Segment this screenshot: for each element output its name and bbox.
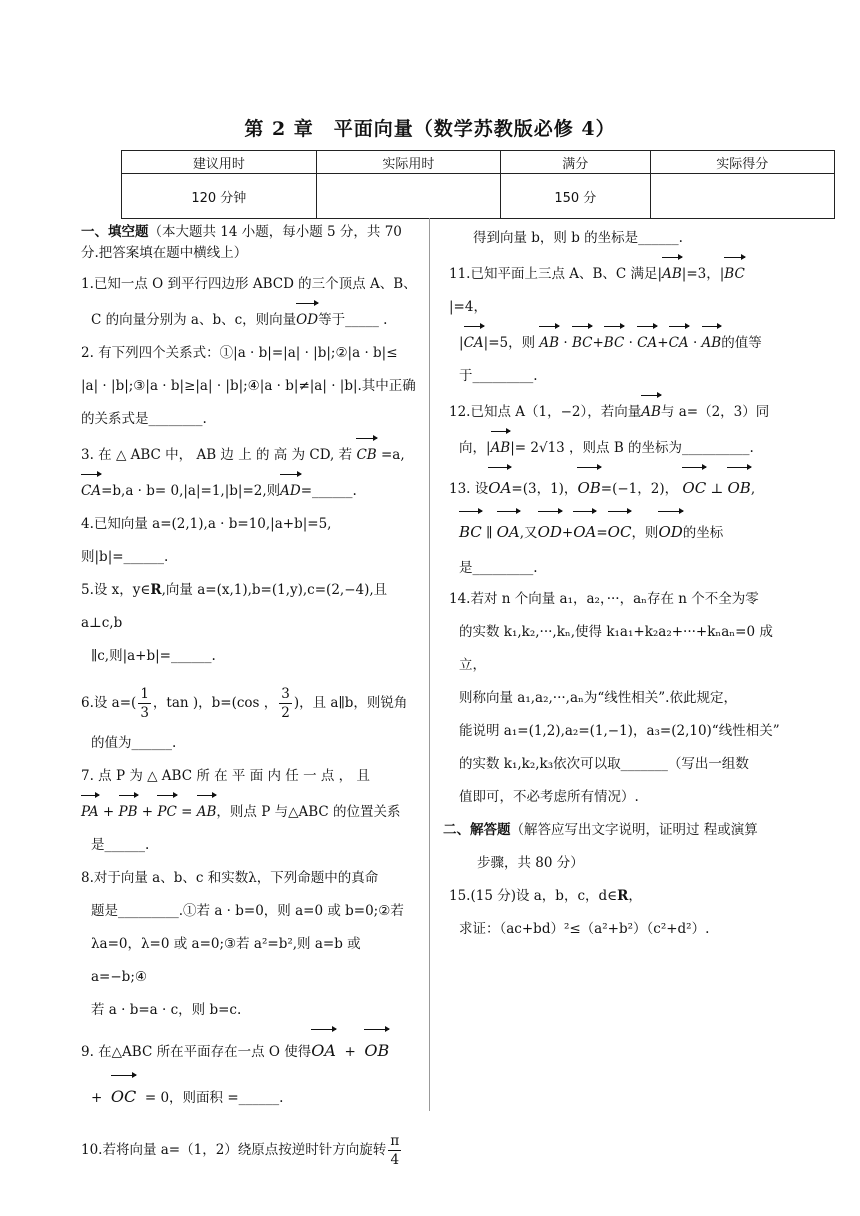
- q7-line3: 是______.: [91, 837, 150, 853]
- q1-text: C 的向量分别为 a、b、c，则向量: [91, 312, 297, 328]
- q1-text-end: 等于_____ .: [318, 312, 388, 328]
- q13-parallel: ∥: [486, 525, 493, 541]
- vector-oc: OC: [111, 1073, 136, 1118]
- q13-text2: =(3，1)，: [511, 481, 578, 497]
- vector-pb: PB: [119, 793, 138, 829]
- vector-ab: AB: [641, 393, 661, 429]
- q11-line1: [449, 255, 782, 324]
- vector-oa: OA: [497, 509, 520, 552]
- question-11: [449, 255, 782, 393]
- section2-line1: [443, 814, 782, 847]
- q7-line2: PA + PB + PC = AB，则点 P 与△ABC 的位置关系: [81, 793, 417, 829]
- frac-den: 4: [390, 1152, 400, 1168]
- q3-line1: [81, 436, 417, 472]
- section1-note: （本大题共 14 小题，每小题 5 分，共 70 分.把答案填在题中横线上）: [81, 224, 402, 261]
- vector-od: OD: [658, 509, 682, 552]
- question-15: [449, 880, 782, 946]
- q2-line2: |a| · |b|;③|a · b|≥|a| · |b|;④|a · b|≠|a| · |b|.其中正确: [81, 378, 416, 394]
- question-7: [81, 760, 417, 862]
- section2-note2: 步骤，共 80 分）: [477, 855, 584, 871]
- table-cell: [316, 174, 500, 219]
- q5-text2: ,向量 a=(x,1),b=(1,y),c=(2,−4),且 a⊥c,b: [81, 582, 388, 631]
- frac-num: 3: [281, 686, 290, 702]
- question-8: [81, 862, 417, 1027]
- q6-text2: ，tan )，b=(cos ，: [152, 695, 278, 711]
- frac-num: 1: [140, 686, 149, 702]
- vector-bc: BC: [459, 509, 482, 552]
- question-2: [81, 337, 417, 436]
- vector-cb: CB: [356, 436, 376, 472]
- q13-text3: =(−1，2)，: [600, 481, 679, 497]
- vector-pc: PC: [157, 793, 176, 829]
- score-table: [121, 150, 835, 219]
- vector-ob: OB: [364, 1027, 389, 1072]
- frac-den: 2: [281, 705, 290, 721]
- table-cell: 120 分钟: [122, 174, 317, 219]
- vector-bc: BC: [724, 255, 745, 291]
- q3-text2: =a,: [376, 447, 405, 463]
- vector-oa: OA: [488, 465, 511, 508]
- section2-heading: 二、解答题: [443, 822, 511, 838]
- table-header: 满分: [501, 151, 650, 174]
- q15-line2: 求证：（ac+bd）²≤（a²+b²）（c²+d²）.: [459, 921, 710, 937]
- q14-line5: 的实数 k₁,k₂,k₃依次可以取_______（写出一组数: [459, 756, 749, 772]
- q13-text5: ，则: [631, 525, 659, 541]
- q9-line1: 9. 在△ABC 所在平面存在一点 O 使得OA + OB: [81, 1027, 417, 1073]
- q3-text3: =b,a · b= 0,|a|=1,|b|=2,则: [101, 483, 281, 499]
- vector-ab: AB: [662, 255, 682, 291]
- question-13: [449, 465, 782, 583]
- q11-text5: |=5，则: [483, 335, 536, 351]
- vector-od: OD: [296, 301, 318, 337]
- q11-text2: |=3，|: [681, 266, 725, 282]
- q6-line1: [81, 679, 417, 727]
- question-9: [81, 1027, 417, 1119]
- vector-ca: CA: [81, 472, 101, 508]
- question-10: [81, 1127, 417, 1173]
- q14-line3: 则称向量 a₁,a₂,···,aₙ为“线性相关”.依此规定，: [459, 690, 737, 706]
- table-cell: [650, 174, 834, 219]
- q5-line1: [81, 574, 417, 640]
- question-1: [81, 268, 417, 337]
- q15-line1: [449, 880, 782, 913]
- q11-text6: 的值等: [721, 335, 762, 351]
- q2-line3: 的关系式是________.: [81, 411, 207, 427]
- q13-line3: 是_________.: [459, 560, 538, 576]
- vector-bc: BC: [572, 324, 593, 360]
- q15-text: 15.(15 分)设 a，b，c，d∈: [449, 888, 618, 904]
- vector-od: OD: [538, 509, 562, 552]
- vector-oa: OA: [311, 1027, 336, 1072]
- table-header: 建议用时: [122, 151, 317, 174]
- q14-line1: 14.若对 n 个向量 a₁，a₂，···，aₙ存在 n 个不全为零: [449, 591, 759, 607]
- section2-header: [443, 814, 782, 880]
- frac-den: 3: [140, 705, 149, 721]
- q12-text4: |= 2√13 ，则点 B 的坐标为__________.: [510, 440, 754, 456]
- q8-line4: 若 a · b=a · c，则 b=c.: [91, 1002, 242, 1018]
- q5-text: 5.设 x，y∈: [81, 582, 151, 598]
- q11-text4: |: [459, 335, 464, 351]
- q13-text6: 的坐标: [682, 525, 724, 541]
- q11-line3: 于_________.: [459, 368, 538, 384]
- vector-ob: OB: [577, 465, 600, 508]
- q9-text2: = 0，则面积 =______.: [144, 1090, 284, 1106]
- q8-line1: 8.对于向量 a、b、c 和实数λ，下列命题中的真命: [81, 870, 379, 886]
- vector-ab: AB: [197, 793, 217, 829]
- question-14: [449, 583, 782, 814]
- q14-line2: 的实数 k₁,k₂,···,kₙ,使得 k₁a₁+k₂a₂+···+kₙaₙ=0 成立，: [459, 624, 773, 673]
- section1-heading: 一、填空题: [81, 224, 149, 240]
- q3-text: 3. 在 △ ABC 中， AB 边 上 的 高 为 CD, 若: [81, 447, 357, 463]
- q1-line2: [81, 301, 417, 337]
- vector-ca: CA: [637, 324, 657, 360]
- question-3: [81, 436, 417, 508]
- section2-note: （解答应写出文字说明，证明过 程或演算: [510, 822, 758, 838]
- q7-line1: 7. 点 P 为 △ ABC 所 在 平 面 内 任 一 点 ， 且: [81, 768, 370, 784]
- column-divider: [429, 218, 430, 1111]
- q12-line1: [449, 393, 782, 429]
- vector-oc: OC: [682, 465, 706, 508]
- question-12: [449, 393, 782, 465]
- q5-line2: ∥c,则|a+b|=______.: [91, 648, 216, 664]
- fraction-3-2: [279, 685, 292, 722]
- q14-line6: 值即可，不必考虑所有情况）.: [459, 789, 639, 805]
- q10-text: 10.若将向量 a=（1，2）绕原点按逆时针方向旋转: [81, 1142, 387, 1158]
- q11-text3: |=4，: [449, 299, 487, 315]
- q11-text: 11.已知平面上三点 A、B、C 满足|: [449, 266, 663, 282]
- table-header: 实际得分: [650, 151, 834, 174]
- question-6: [81, 679, 417, 760]
- vector-ad: AD: [280, 472, 301, 508]
- real-set-symbol: R: [150, 582, 162, 598]
- page-title: 第 2 章 平面向量（数学苏教版必修 4）: [244, 118, 616, 140]
- q8-line3: λa=0，λ=0 或 a=0;③若 a²=b²,则 a=b 或 a=−b;④: [91, 936, 361, 985]
- q13-text4: ,又: [519, 525, 538, 541]
- q1-line1: 1.已知一点 O 到平行四边形 ABCD 的三个顶点 A、B、: [81, 276, 417, 292]
- question-4: 4.已知向量 a=(2,1),a · b=10,|a+b|=5,则|b|=______.: [81, 516, 332, 565]
- q9-line2: + OC = 0，则面积 =______.: [81, 1073, 417, 1119]
- frac-num: π: [390, 1133, 400, 1149]
- section1-header: [81, 222, 417, 264]
- left-column: [81, 222, 417, 1173]
- vector-oa: OA: [573, 509, 596, 552]
- fraction-pi-4: [388, 1132, 401, 1169]
- q14-line4: 能说明 a₁=(1,2),a₂=(1,−1)，a₃=(2,10)“线性相关”: [459, 723, 780, 739]
- real-set-symbol: R: [617, 888, 629, 904]
- q13-line2: BC ∥ OA,又OD+OA=OC，则OD的坐标: [449, 509, 782, 553]
- vector-ab: AB: [491, 429, 511, 465]
- table-cell: 150 分: [501, 174, 650, 219]
- q10-continuation: 得到向量 b，则 b 的坐标是______.: [473, 230, 683, 246]
- q6-line2: 的值为______.: [91, 735, 177, 751]
- question-5: [81, 574, 417, 673]
- vector-ca: CA: [464, 324, 484, 360]
- q9-text: 9. 在△ABC 所在平面存在一点 O 使得: [81, 1044, 312, 1060]
- vector-pa: PA: [81, 793, 99, 829]
- table-header: 实际用时: [316, 151, 500, 174]
- q13-line1: 13. 设OA=(3，1)，OB=(−1，2)， OC ⊥ OB,: [449, 465, 782, 509]
- vector-ab: AB: [702, 324, 722, 360]
- fraction-1-3: [138, 685, 151, 722]
- q3-line2: [81, 472, 417, 508]
- vector-oc: OC: [608, 509, 632, 552]
- q8-line2: 题是_________.①若 a · b=0，则 a=0 或 b=0;②若: [91, 903, 404, 919]
- vector-ob: OB: [727, 465, 750, 508]
- vector-ab: AB: [539, 324, 559, 360]
- q6-text3: )，且 a∥b，则锐角: [293, 695, 408, 711]
- q3-text4: =______.: [300, 483, 357, 499]
- q7-text: ，则点 P 与△ABC 的位置关系: [216, 804, 401, 820]
- vector-bc: BC: [604, 324, 625, 360]
- q15-text2: ，: [628, 888, 642, 904]
- q13-perp: ⊥: [710, 481, 724, 497]
- right-column: [443, 222, 782, 946]
- q6-text: 6.设 a=(: [81, 695, 137, 711]
- q12-text: 12.已知点 A（1，−2），若向量: [449, 404, 642, 420]
- q12-line2: [449, 429, 782, 465]
- vector-ca: CA: [669, 324, 689, 360]
- q2-line1: 2. 有下列四个关系式：①|a · b|=|a| · |b|;②|a · b|≤: [81, 345, 398, 361]
- q13-text: 13. 设: [449, 481, 489, 497]
- q12-text3: 向，|: [459, 440, 491, 456]
- q12-text2: 与 a=（2，3）同: [660, 404, 770, 420]
- q11-line2: |CA|=5，则 AB · BC+BC · CA+CA · AB的值等: [449, 324, 782, 360]
